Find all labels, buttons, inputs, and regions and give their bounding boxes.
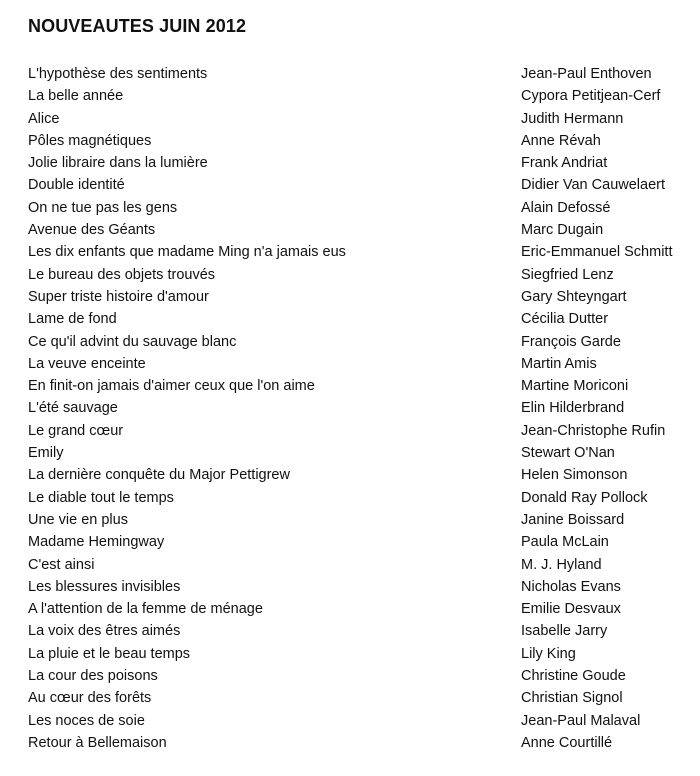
page-title: NOUVEAUTES JUIN 2012 xyxy=(28,16,247,36)
book-author: Eric-Emmanuel Schmitt xyxy=(521,244,673,261)
book-author: Janine Boissard xyxy=(521,511,625,528)
list-item xyxy=(0,353,700,375)
list-item xyxy=(0,286,700,308)
book-title: Le grand cœur xyxy=(28,422,124,439)
list-item xyxy=(0,197,700,219)
list-item xyxy=(0,108,700,130)
list-item xyxy=(0,732,700,754)
list-item xyxy=(0,397,700,419)
book-author: Didier Van Cauwelaert xyxy=(521,177,665,194)
book-author: Paula McLain xyxy=(521,534,609,551)
book-list xyxy=(0,63,700,754)
book-author: Alain Defossé xyxy=(521,199,611,216)
book-title: Jolie libraire dans la lumière xyxy=(28,155,208,172)
book-title: L'hypothèse des sentiments xyxy=(28,66,208,82)
list-item xyxy=(0,509,700,531)
list-item xyxy=(0,620,700,642)
list-item xyxy=(0,464,700,486)
book-author: Jean-Paul Enthoven xyxy=(521,66,652,82)
book-title: L'été sauvage xyxy=(28,400,118,417)
book-title: La dernière conquête du Major Pettigrew xyxy=(28,467,290,484)
book-author: Judith Hermann xyxy=(521,110,624,127)
book-title: Emily xyxy=(28,445,64,462)
book-title: Super triste histoire d'amour xyxy=(28,288,209,305)
list-item xyxy=(0,643,700,665)
book-title: Avenue des Géants xyxy=(28,222,156,239)
book-title: En finit-on jamais d'aimer ceux que l'on aime xyxy=(28,378,315,395)
book-author: Elin Hilderbrand xyxy=(521,400,625,417)
list-item xyxy=(0,219,700,241)
book-author: Lily King xyxy=(521,645,576,662)
book-title: On ne tue pas les gens xyxy=(28,199,178,216)
book-title: Retour à Bellemaison xyxy=(28,734,167,751)
book-title: La voix des êtres aimés xyxy=(28,623,181,640)
book-title: Les dix enfants que madame Ming n'a jamais eus xyxy=(28,244,346,261)
book-author: Helen Simonson xyxy=(521,467,628,484)
list-item xyxy=(0,442,700,464)
list-item xyxy=(0,174,700,196)
book-title: Le bureau des objets trouvés xyxy=(28,266,216,283)
book-author: Gary Shteyngart xyxy=(521,288,627,305)
book-author: Stewart O'Nan xyxy=(521,445,615,462)
book-author: M. J. Hyland xyxy=(521,556,602,573)
book-author: Frank Andriat xyxy=(521,155,608,172)
book-author: Isabelle Jarry xyxy=(521,623,608,640)
book-title: Le diable tout le temps xyxy=(28,489,174,506)
list-item xyxy=(0,710,700,732)
book-author: Donald Ray Pollock xyxy=(521,489,648,506)
list-item xyxy=(0,420,700,442)
list-item xyxy=(0,331,700,353)
list-item xyxy=(0,598,700,620)
list-item xyxy=(0,308,700,330)
book-title: Madame Hemingway xyxy=(28,534,165,551)
book-title: Pôles magnétiques xyxy=(28,132,152,149)
book-author: Cécilia Dutter xyxy=(521,311,609,328)
book-title: Lame de fond xyxy=(28,311,117,328)
book-author: Nicholas Evans xyxy=(521,578,621,595)
list-item xyxy=(0,665,700,687)
book-author: Marc Dugain xyxy=(521,222,604,239)
list-item xyxy=(0,687,700,709)
book-author: Emilie Desvaux xyxy=(521,601,621,618)
list-item xyxy=(0,487,700,509)
book-author: Jean-Paul Malaval xyxy=(521,712,641,729)
book-title: La pluie et le beau temps xyxy=(28,645,191,662)
list-item xyxy=(0,63,700,85)
list-item xyxy=(0,241,700,263)
list-item xyxy=(0,264,700,286)
list-item xyxy=(0,85,700,107)
book-author: Martin Amis xyxy=(521,355,597,372)
book-author: Anne Révah xyxy=(521,132,601,149)
book-title: La belle année xyxy=(28,88,124,105)
book-title: La cour des poisons xyxy=(28,668,158,685)
book-title: Au cœur des forêts xyxy=(28,690,152,707)
book-author: Christine Goude xyxy=(521,668,626,685)
book-title: Les noces de soie xyxy=(28,712,145,729)
book-title: La veuve enceinte xyxy=(28,355,146,372)
book-author: Jean-Christophe Rufin xyxy=(521,422,666,439)
list-item xyxy=(0,554,700,576)
book-title: C'est ainsi xyxy=(28,556,95,573)
book-author: Cypora Petitjean-Cerf xyxy=(521,88,661,105)
book-author: Anne Courtillé xyxy=(521,734,613,751)
book-author: François Garde xyxy=(521,333,621,350)
book-author: Christian Signol xyxy=(521,690,623,707)
list-item xyxy=(0,576,700,598)
list-item xyxy=(0,152,700,174)
list-item xyxy=(0,375,700,397)
list-item xyxy=(0,531,700,553)
list-item xyxy=(0,130,700,152)
book-title: Les blessures invisibles xyxy=(28,578,181,595)
book-title: Alice xyxy=(28,110,60,127)
book-title: Ce qu'il advint du sauvage blanc xyxy=(28,333,237,350)
book-author: Martine Moriconi xyxy=(521,378,629,395)
book-title: Double identité xyxy=(28,177,125,194)
book-author: Siegfried Lenz xyxy=(521,266,614,283)
book-title: Une vie en plus xyxy=(28,511,128,528)
book-title: A l'attention de la femme de ménage xyxy=(28,601,263,618)
